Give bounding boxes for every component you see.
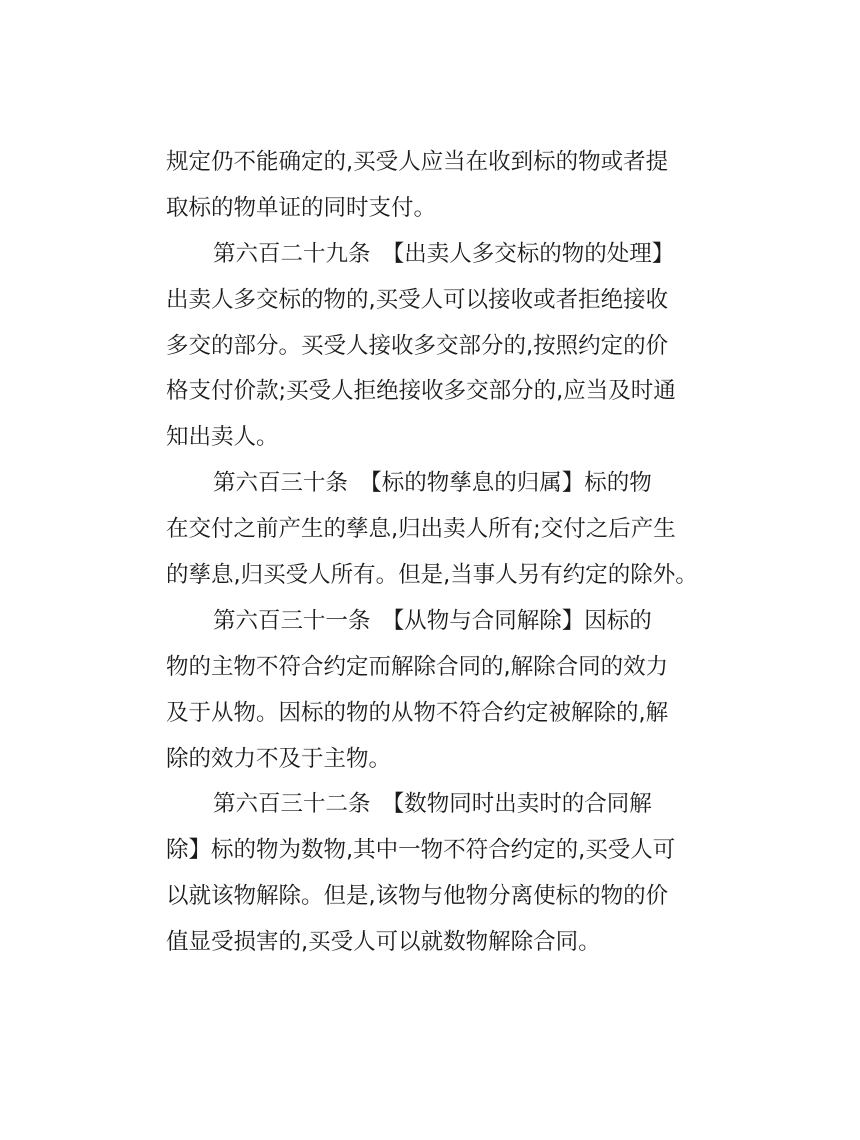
article-heading-631: 第六百三十一条 【从物与合同解除】因标的 bbox=[213, 607, 652, 634]
text-line: 的孳息,归买受人所有。但是,当事人另有约定的除外。 bbox=[166, 562, 698, 589]
text-line: 取标的物单证的同时支付。 bbox=[166, 194, 437, 221]
text-line: 除】标的物为数物,其中一物不符合约定的,买受人可 bbox=[166, 837, 676, 864]
text-line: 除的效力不及于主物。 bbox=[166, 745, 392, 772]
text-line: 规定仍不能确定的,买受人应当在收到标的物或者提 bbox=[166, 149, 669, 175]
text-line: 出卖人多交标的物的,买受人可以接收或者拒绝接收 bbox=[166, 286, 669, 313]
text-line: 以就该物解除。但是,该物与他物分离使标的物的价 bbox=[166, 883, 669, 910]
article-heading-630: 第六百三十条 【标的物孳息的归属】标的物 bbox=[213, 470, 652, 497]
text-line: 格支付价款;买受人拒绝接收多交部分的,应当及时通 bbox=[166, 378, 676, 405]
document-body bbox=[166, 140, 706, 966]
text-line: 多交的部分。买受人接收多交部分的,按照约定的价 bbox=[166, 332, 669, 359]
text-line: 知出卖人。 bbox=[166, 424, 279, 451]
text-line: 及于从物。因标的物的从物不符合约定被解除的,解 bbox=[166, 699, 669, 726]
text-line: 物的主物不符合约定而解除合同的,解除合同的效力 bbox=[166, 653, 669, 680]
text-line: 值显受损害的,买受人可以就数物解除合同。 bbox=[166, 929, 601, 956]
article-heading-629: 第六百二十九条 【出卖人多交标的物的处理】 bbox=[213, 240, 675, 267]
article-heading-632: 第六百三十二条 【数物同时出卖时的合同解 bbox=[213, 791, 652, 818]
text-line: 在交付之前产生的孳息,归出卖人所有;交付之后产生 bbox=[166, 516, 676, 543]
